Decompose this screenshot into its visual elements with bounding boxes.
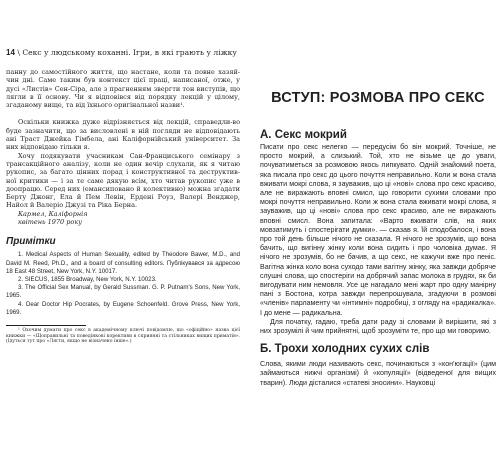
paragraph: Слова, якими люди називають секс, починаються з «кон'югації» (цим займаються нижчі організмі) й «копуляції» (відведеної для вищих тварин). Люди дісталися «статеві зносини». Науковці <box>260 360 496 387</box>
running-title: Секс у людському коханні. Ігри, в які грають у ліжку <box>22 48 237 57</box>
note-item: 2. SIECUS, 1855 Broadway, New York, N.Y. 10023. <box>18 275 157 283</box>
section-body <box>260 143 496 388</box>
note-item: 4. Dear Doctor Hip Pocrates, by Eugene Schoenfeld. Grove Press, New York, 1969. <box>6 300 240 316</box>
section-heading-b: Б. Трохи холодних сухих слів <box>260 343 430 356</box>
footnote: ¹ Охочим думати про секс в академічному ключі повідомлю, що «офіційно» назва цієї книжки — «Щоправильні та поведінкові корективи в сприянні та стільниках вищих приматів». (Ідуться тут про «Лягти, якщо не візначено інше».) <box>6 327 240 345</box>
section-heading-a: А. Секс мокрий <box>260 129 347 141</box>
signature-date: квітень 1970 року <box>18 218 82 227</box>
paragraph: Писати про секс нелегко — передусім бо він мокрий. Точніше, не просто мокрий, а слизький. Той, хто не візьме це до уваги, почуватиметься за розмовою якось липкувато. Одній знайомий поета, яка писала про секс до цього почуття неправильно. Коли ж вона стала вживати мокрі слова, я зауважив, що ці «нові» слова про секс красиво, але не виражають вповні смисл, що говорити сухими словами про мокрі почуття неправильно. Коли ж вона стала вживати мокрі слова, я зауважив, що ці «нові» слова про секс красиво, але не виражають вповні смисл. Вона запитала: «Варто вживати слів, на яких мовзатимуть і спостерігати думки». — сказав я. Їй сподобалося, і вона про той день більше нічого не сказала. Я нічого не зрозумів, що вона бачить, що вигінну жінку коли вона сидить і про чоловіка думає. Я нічого не зрозумів, бо не бачив, а що секс, не кажучи вже про пеніс. Вагітна жінка коло вона суходо тами вагітну жінку, яка завжди добряче слушні слова, що спостеріги на добрячий запас молока в грудях, як би вигодувати ним немовля. Усе це нагадало мені жарт про одну манірну пані з Бостона, котра завжди перепрошувала, згадуючи в розмові «членів» парламенту чи «інтимні» подробиці, з огляду на «радикалка». І до мене — радикальна. <box>260 143 496 317</box>
paragraph: Для початку, гадаю, треба дати раду зі словами й вирішити, які з них зрозумілі й чим прийнятні, щоб зрозуміти те, про що ми говоримо. <box>260 317 496 336</box>
paragraph: панну до самостійного життя, що настане, коли та повне хазяй-чин дні. Саме таким був контекст цієї праці, написаної, отже, у дусі «Листів» Сен-Сіра, але з прагненням звергти тон виступів, що лягли в її основу. Чи я відповівся від порядку лекцій у цілому, згаданому вище, та від їхнього оригінальної назви¹. <box>6 68 240 110</box>
paragraph: Оскільки книжка дуже відрізняється від лекцій, справедли-во буде зазначити, що за висловлені в ній погляди не відповідають ані Траст Джейка Гімбела, ані Каліфорнійський університет. За них відповідаю тільки я. <box>6 118 240 152</box>
header-separator: \ <box>17 48 20 57</box>
note-item: 3. The Official Sex Manual, by Gerald Sussman. G. P. Putnam's Sons, New York, 1965. <box>6 284 240 300</box>
left-column <box>6 68 240 345</box>
notes-heading: Примітки <box>6 236 56 248</box>
signature-place: Кармел, Каліфорнія <box>18 209 88 218</box>
note-item: 1. Medical Aspects of Human Sexuality, edited by Theodore Bawer, M.D., and David M. Reed, Ph.D., and a board of consulting editors. Публікувався за адресою 18 East 48 Street, New York, N.Y. 10017. <box>6 251 240 275</box>
running-header <box>6 48 246 57</box>
chapter-title: ВСТУП: РОЗМОВА ПРО СЕКС <box>271 90 485 106</box>
paragraph: Хочу подякувати учасникам Сан-Франциського семінару з трансакційного аналізу, коли не один вечір слухали, як я читаю рукопис, за багато цінних порад і конструктивної та деструктив-ної критики — і за те саме дякую всім, хто читав рукопис уже в доопрацю. Серед них (емансиповано й колективно) можна згадати Берту Джонг, Ела й Пем Левін, Ердені Роуз, Валері Венджер, Найол й Валеріо Джузі та Ріка Берна. <box>6 151 240 210</box>
footnote-rule <box>6 325 86 326</box>
page-number: 14 <box>6 48 15 57</box>
